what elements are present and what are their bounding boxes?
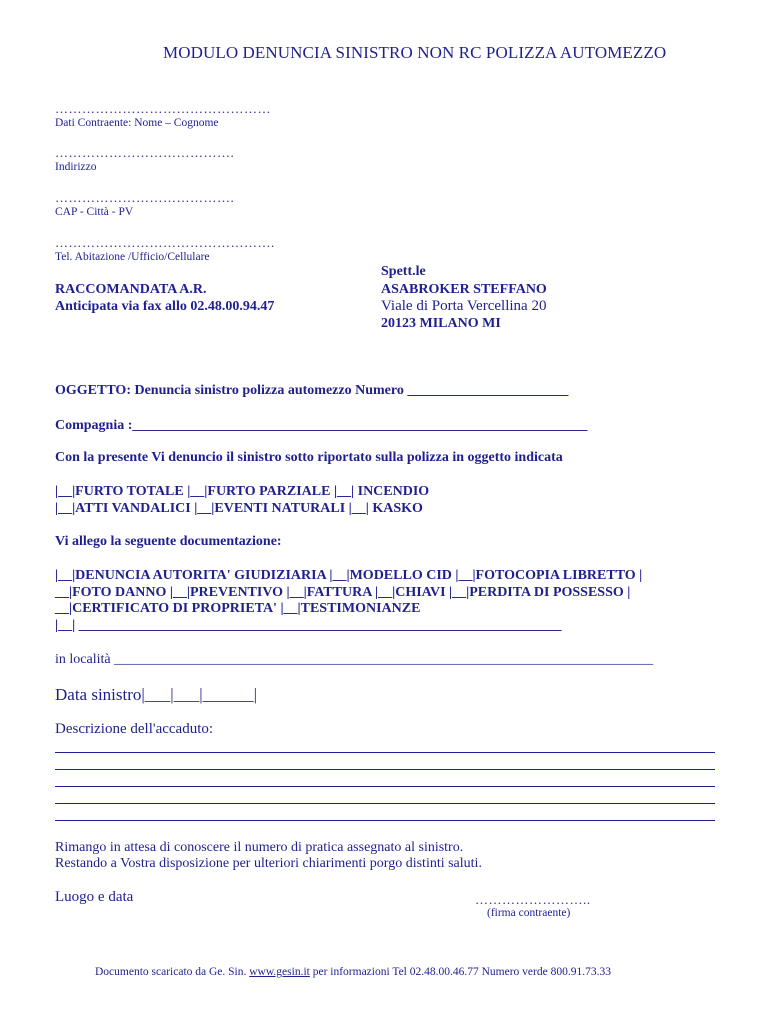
recipient-salutation: Spett.le xyxy=(381,264,426,279)
description-rule-4 xyxy=(55,803,715,804)
description-rule-5 xyxy=(55,820,715,821)
contraente-name-dots: ………………………………………… xyxy=(55,101,271,116)
intro-text: Con la presente Vi denuncio il sinistro sotto riportato sulla polizza in oggetto indicata xyxy=(55,450,563,465)
sinistro-types-line-2: |__|ATTI VANDALICI |__|EVENTI NATURALI |__| KASKO xyxy=(55,501,423,516)
fax-label: Anticipata via fax allo 02.48.00.94.47 xyxy=(55,299,275,314)
footer-suffix: per informazioni Tel 02.48.00.46.77 Numero verde 800.91.73.33 xyxy=(309,966,611,978)
footer-prefix: Documento scaricato da Ge. Sin. xyxy=(95,966,250,978)
localita-line: in località _____________________________________________________________________________ xyxy=(55,652,654,667)
contraente-address-dots: …………………………………. xyxy=(55,145,235,160)
documents-line-4: |__| _____________________________________________________________________ xyxy=(55,618,562,633)
recipient-street: Viale di Porta Vercellina 20 xyxy=(381,298,547,314)
descrizione-label: Descrizione dell'accaduto: xyxy=(55,721,214,737)
recipient-city: 20123 MILANO MI xyxy=(381,316,501,331)
luogo-data-label: Luogo e data xyxy=(55,889,134,905)
data-sinistro-line: Data sinistro|___|___|______| xyxy=(55,685,258,704)
raccomandata-label: RACCOMANDATA A.R. xyxy=(55,282,207,297)
oggetto-line: OGGETTO: Denuncia sinistro polizza automezzo Numero _______________________ xyxy=(55,383,569,398)
documents-line-3: __|CERTIFICATO DI PROPRIETA' |__|TESTIMONIANZE xyxy=(55,601,421,616)
closing-line-1: Rimango in attesa di conoscere il numero di pratica assegnato al sinistro. xyxy=(55,840,464,855)
signature-dots: …………………….. xyxy=(475,892,591,907)
sinistro-types-line-1: |__|FURTO TOTALE |__|FURTO PARZIALE |__| INCENDIO xyxy=(55,484,430,499)
contraente-name-label: Dati Contraente: Nome – Cognome xyxy=(55,117,219,129)
contraente-phone-label: Tel. Abitazione /Ufficio/Cellulare xyxy=(55,251,210,263)
contraente-address-label: Indirizzo xyxy=(55,161,97,173)
document-title: MODULO DENUNCIA SINISTRO NON RC POLIZZA AUTOMEZZO xyxy=(163,43,667,62)
contraente-phone-dots: …………………………………………. xyxy=(55,235,275,250)
description-rule-2 xyxy=(55,769,715,770)
documents-line-2: __|FOTO DANNO |__|PREVENTIVO |__|FATTURA |__|CHIAVI |__|PERDITA DI POSSESSO | xyxy=(55,585,631,600)
contraente-cap-label: CAP - Città - PV xyxy=(55,206,134,218)
signature-label: (firma contraente) xyxy=(487,907,571,919)
footer-website-link[interactable]: www.gesin.it xyxy=(249,966,310,978)
allego-label: Vi allego la seguente documentazione: xyxy=(55,534,282,549)
description-rule-1 xyxy=(55,752,715,753)
closing-line-2: Restando a Vostra disposizione per ulteriori chiarimenti porgo distinti saluti. xyxy=(55,856,482,871)
footer-note xyxy=(95,966,611,978)
documents-line-1: |__|DENUNCIA AUTORITA' GIUDIZIARIA |__|MODELLO CID |__|FOTOCOPIA LIBRETTO | xyxy=(55,568,643,583)
contraente-cap-dots: …………………………………. xyxy=(55,190,235,205)
description-rule-3 xyxy=(55,786,715,787)
compagnia-line: Compagnia :_________________________________________________________________ xyxy=(55,418,588,433)
recipient-name: ASABROKER STEFFANO xyxy=(381,282,547,297)
